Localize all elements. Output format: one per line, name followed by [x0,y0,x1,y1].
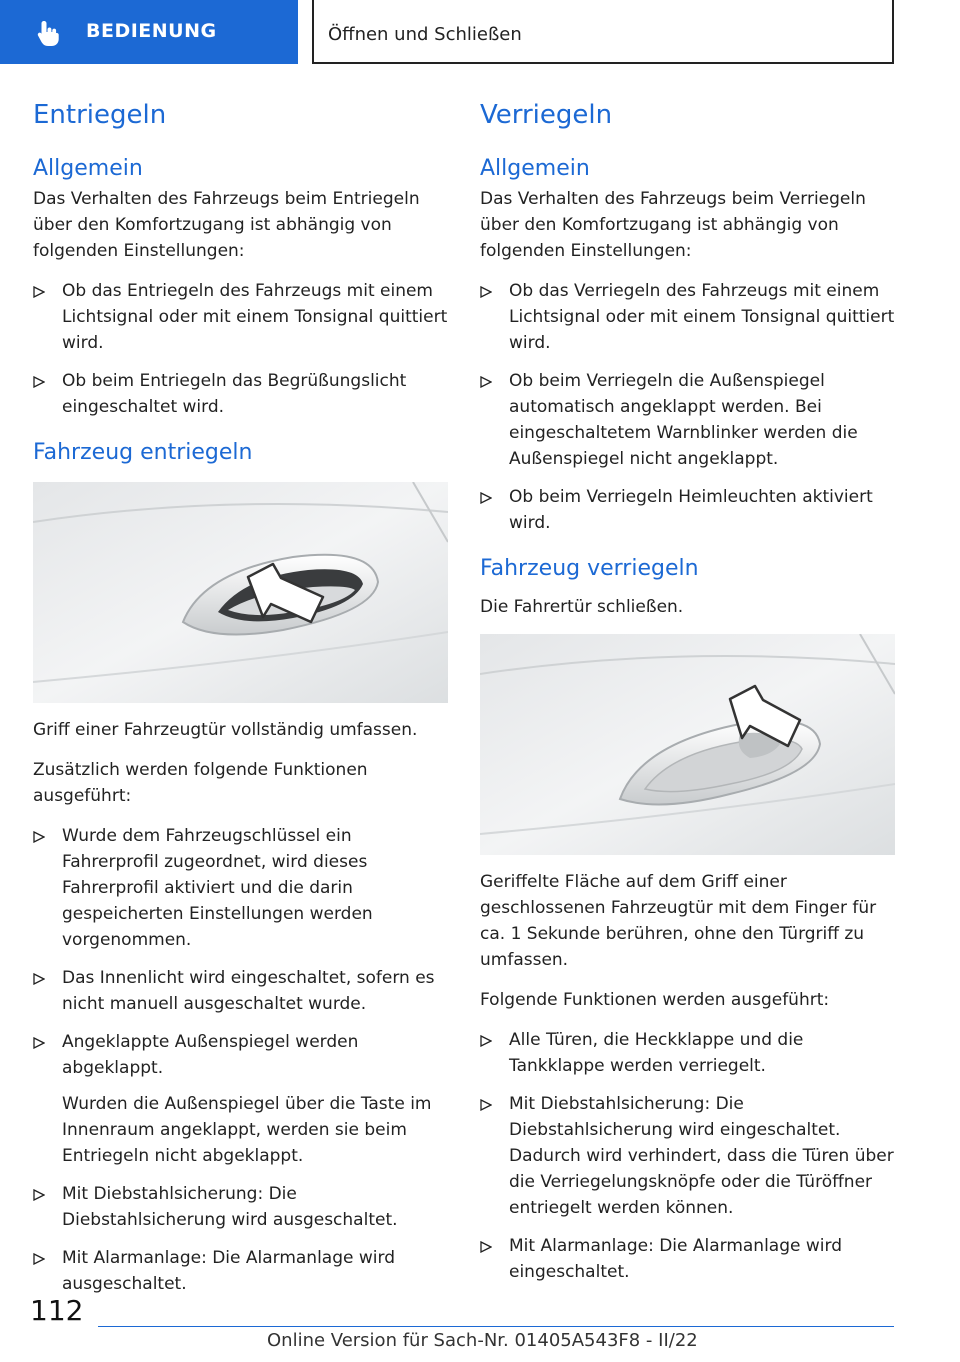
triangle-bullet-icon [480,1091,494,1117]
triangle-bullet-icon [33,1245,47,1271]
list-item: Mit Alarmanlage: Die Alarmanlage wird eingeschaltet. [480,1233,896,1285]
close-door-instruction: Die Fahrertür schließen. [480,597,684,617]
list-item: Ob beim Verriegeln die Außenspiegel automatisch angeklappt werden. Bei eingeschaltetem Warnblinker werden die Außenspiegel nicht angeklappt. [480,368,896,472]
unlock-general-heading: Allgemein [33,156,143,181]
door-handle-unlock-image [33,482,448,703]
triangle-bullet-icon [33,823,47,849]
triangle-bullet-icon [480,1027,494,1053]
list-item: Mit Alarmanlage: Die Alarmanlage wird ausgeschaltet. [33,1245,449,1297]
unlock-settings-list [33,278,449,420]
unlock-intro: Das Verhalten des Fahrzeugs beim Entriegeln über den Komfortzugang ist abhängig von folgenden Einstellungen: [33,189,420,261]
lock-instruction: Geriffelte Fläche auf dem Griff einer geschlossenen Fahrzeugtür mit dem Finger für ca. 1 Sekunde berühren, ohne den Türgriff zu umfassen. [480,872,877,970]
section-tab [0,0,298,64]
page-number: 112 [30,1294,84,1327]
list-item: Ob beim Entriegeln das Begrüßungslicht eingeschaltet wird. [33,368,449,420]
triangle-bullet-icon [480,278,494,304]
triangle-bullet-icon [480,368,494,394]
lock-settings-list [480,278,896,536]
mirror-note: Wurden die Außenspiegel über die Taste im Innenraum angeklappt, werden sie beim Entriegeln nicht abgeklappt. [62,1094,432,1166]
lock-intro: Das Verhalten des Fahrzeugs beim Verriegeln über den Komfortzugang ist abhängig von folgenden Einstellungen: [480,189,866,261]
unlock-instruction: Griff einer Fahrzeugtür vollständig umfassen. [33,720,418,740]
online-version-note: Online Version für Sach-Nr. 01405A543F8 - II/22 [267,1330,698,1351]
unlock-functions-list [33,823,449,1297]
lock-heading: Verriegeln [480,100,613,130]
triangle-bullet-icon [480,484,494,510]
lock-vehicle-heading: Fahrzeug verriegeln [480,556,699,581]
triangle-bullet-icon [33,965,47,991]
lock-functions-list [480,1027,896,1285]
list-item: Ob das Verriegeln des Fahrzeugs mit einem Lichtsignal oder mit einem Tonsignal quittiert wird. [480,278,896,356]
triangle-bullet-icon [33,278,47,304]
list-item: Wurde dem Fahrzeugschlüssel ein Fahrerprofil zugeordnet, wird dieses Fahrerprofil aktiviert und die darin gespeicherten Einstellungen werden vorgenommen. [33,823,449,953]
triangle-bullet-icon [33,1029,47,1055]
triangle-bullet-icon [33,368,47,394]
list-item: Ob das Entriegeln des Fahrzeugs mit einem Lichtsignal oder mit einem Tonsignal quittiert wird. [33,278,449,356]
list-item: Ob beim Verriegeln Heimleuchten aktiviert wird. [480,484,896,536]
lock-functions-intro: Folgende Funktionen werden ausgeführt: [480,990,830,1010]
unlock-vehicle-heading: Fahrzeug entriegeln [33,440,253,465]
footer-divider [98,1326,894,1327]
list-item: Alle Türen, die Heckklappe und die Tankklappe werden verriegelt. [480,1027,896,1079]
list-item: Angeklappte Außenspiegel werden abgeklappt. Wurden die Außenspiegel über die Taste im Innenraum angeklappt, werden sie beim Entriegeln nicht abgeklappt. [33,1029,449,1169]
list-item: Mit Diebstahlsicherung: Die Diebstahlsicherung wird eingeschaltet. Dadurch wird verhindert, dass die Türen über die Verriegelungsknöpfe oder die Türöffner entriegelt werden können. [480,1091,896,1221]
chapter-title: Öffnen und Schließen [328,24,522,45]
list-item: Mit Diebstahlsicherung: Die Diebstahlsicherung wird ausgeschaltet. [33,1181,449,1233]
door-handle-lock-image [480,634,895,855]
section-label: BEDIENUNG [86,20,217,42]
right-column [480,98,896,1297]
unlock-functions-intro: Zusätzlich werden folgende Funktionen ausgeführt: [33,760,368,806]
triangle-bullet-icon [33,1181,47,1207]
lock-general-heading: Allgemein [480,156,590,181]
list-item: Das Innenlicht wird eingeschaltet, sofern es nicht manuell ausgeschaltet wurde. [33,965,449,1017]
chapter-title-box [312,0,894,64]
left-column [33,98,449,1309]
triangle-bullet-icon [480,1233,494,1259]
hand-pointer-icon [34,18,64,48]
unlock-heading: Entriegeln [33,100,167,130]
